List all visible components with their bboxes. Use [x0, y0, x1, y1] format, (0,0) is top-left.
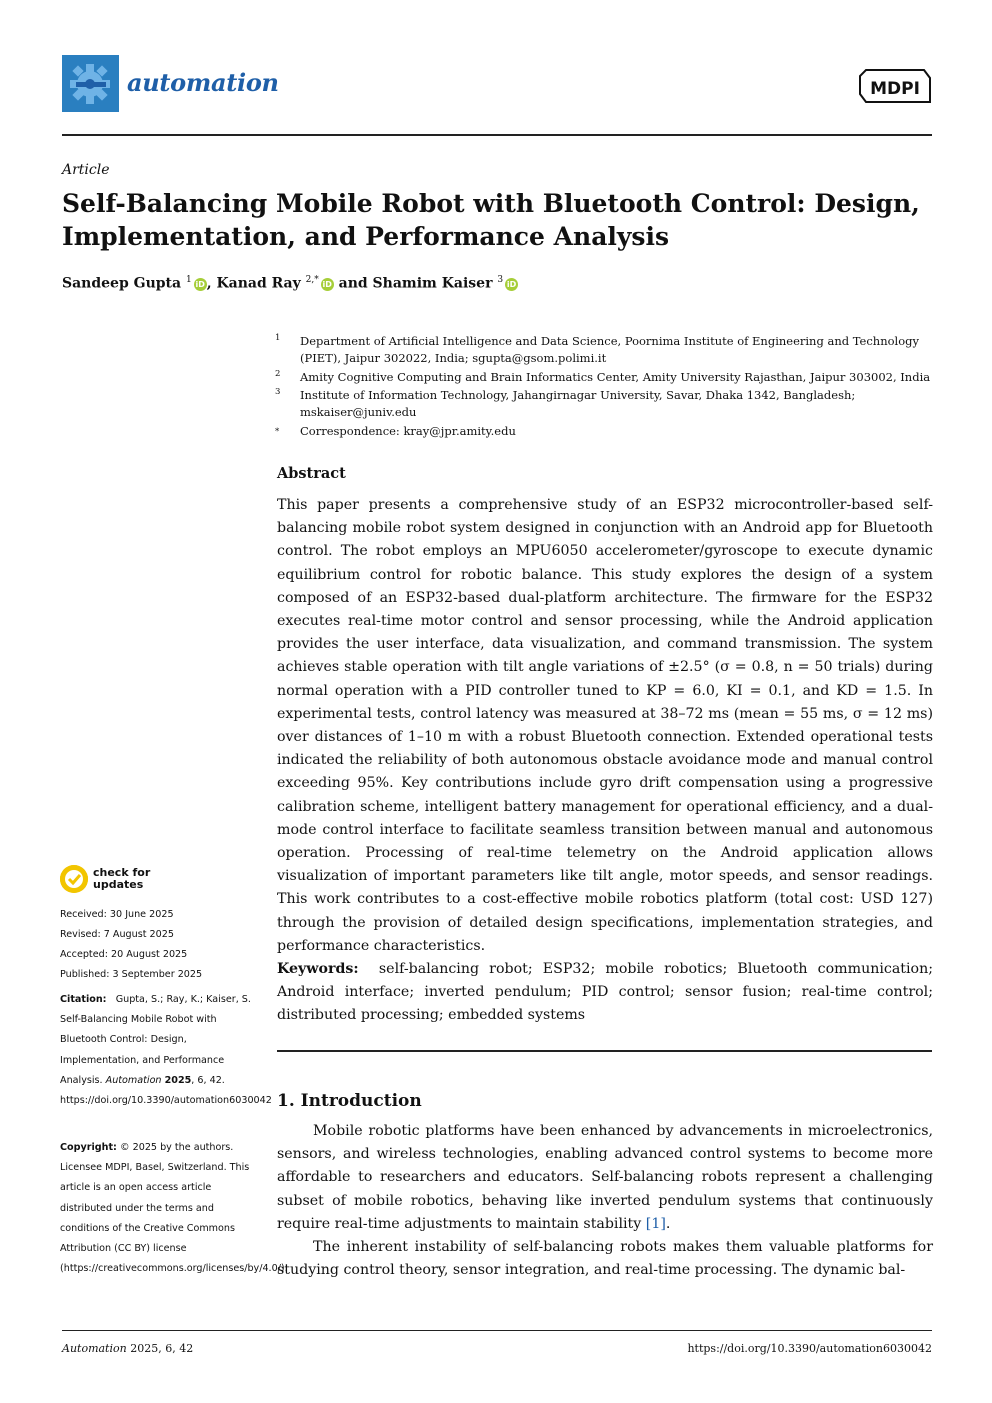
accepted-date: Accepted: 20 August 2025	[60, 949, 188, 960]
author-list	[62, 275, 518, 292]
affiliation-number: 3	[275, 387, 281, 397]
checkmark-icon	[60, 865, 88, 893]
copyright-text: © 2025 by the authors. Licensee MDPI, Basel, Switzerland. This article is an open access article distributed under the terms and conditions of the Creative Commons Attribution (CC BY) license (https://creativecommons.org/licenses/by/4.0/).	[60, 1142, 288, 1275]
citation-label: Citation:	[60, 994, 107, 1005]
gear-icon	[62, 55, 119, 112]
introduction-body	[277, 1120, 933, 1282]
section-heading: 1. Introduction	[277, 1091, 422, 1111]
author-name[interactable]: Shamim Kaiser	[372, 275, 493, 292]
keywords	[277, 958, 933, 1028]
journal-logo	[62, 55, 119, 112]
author-name[interactable]: Sandeep Gupta	[62, 275, 182, 292]
paragraph: The inherent instability of self-balancing robots makes them valuable platforms for studying control theory, sensor integration, and real-time processing. The dynamic bal-	[277, 1239, 933, 1279]
published-date: Published: 3 September 2025	[60, 969, 203, 980]
article-type: Article	[62, 162, 110, 178]
affiliation-number: 2	[275, 369, 281, 379]
correspondence-text[interactable]: Correspondence: kray@jpr.amity.edu	[300, 424, 516, 438]
citation-link[interactable]: [1]	[645, 1215, 666, 1232]
footer-doi-link[interactable]: https://doi.org/10.3390/automation6030042	[687, 1342, 932, 1355]
citation-journal: Automation	[105, 1074, 162, 1086]
publication-dates	[60, 905, 202, 985]
affiliation-text: Amity Cognitive Computing and Brain Informatics Center, Amity University Rajasthan, Jaipur 303002, India	[300, 370, 931, 384]
publisher-logo[interactable]	[858, 66, 932, 106]
check-line-1: check for	[93, 866, 151, 879]
orcid-icon[interactable]: iD	[506, 279, 517, 289]
orcid-icon[interactable]: iD	[195, 279, 205, 289]
affiliation-number: 1	[275, 333, 281, 343]
section-divider	[277, 1050, 932, 1052]
paragraph-end: .	[665, 1215, 671, 1232]
footer-volume: 2025, 6, 42	[130, 1342, 194, 1355]
mdpi-logo-icon	[858, 66, 932, 106]
author-name[interactable]: Kanad Ray	[216, 275, 301, 292]
author-affiliation-mark: 3	[497, 275, 504, 285]
author-affiliation-mark: 2,*	[305, 275, 319, 285]
citation-year: 2025	[164, 1074, 192, 1086]
check-line-2: updates	[93, 878, 144, 891]
orcid-icon[interactable]: iD	[322, 279, 332, 289]
citation-block	[60, 990, 272, 1111]
footer-citation	[62, 1342, 193, 1355]
author-separator: ,	[206, 275, 217, 292]
publisher-name: MDPI	[870, 79, 920, 99]
footer-journal: Automation	[62, 1342, 127, 1355]
copyright-label: Copyright:	[60, 1142, 117, 1153]
citation-text: Gupta, S.; Ray, K.; Kaiser, S. Self-Balancing Mobile Robot with Bluetooth Control: Design, Implementation, and Performance Analysis.	[60, 994, 251, 1086]
footer-divider	[62, 1330, 932, 1331]
citation-doi[interactable]: , 6, 42. https://doi.org/10.3390/automation6030042	[60, 1074, 272, 1107]
check-for-updates-button[interactable]	[93, 867, 150, 891]
author-affiliation-mark: 1	[185, 275, 192, 285]
check-for-updates-icon[interactable]	[60, 865, 88, 893]
journal-name[interactable]: automation	[127, 68, 279, 97]
abstract-text: This paper presents a comprehensive study of an ESP32 microcontroller-based self-balancing mobile robot system designed in conjunction with an Android app for Bluetooth control. The robot employs an MPU6050 accelerometer/gyroscope to execute dynamic equilibrium control for robotic balance. This study explores the design of a system composed of an ESP32-based dual-platform architecture. The firmware for the ESP32 executes real-time motor control and sensor processing, while the Android application provides the user interface, data visualization, and command transmission. The system achieves stable operation with tilt angle variations of ±2.5° (σ = 0.8, n = 50 trials) during normal operation with a PID controller tuned to KP = 6.0, KI = 0.1, and KD = 1.5. In experimental tests, control latency was measured at 38–72 ms (mean = 55 ms, σ = 12 ms) over distances of 1–10 m with a robust Bluetooth connection. Extended operational tests indicated the reliability of both autonomous obstacle avoidance mode and manual control exceeding 95%. Key contributions include gyro drift compensation using a progressive calibration scheme, intelligent battery management for operational efficiency, and a dual-mode control interface to facilitate seamless transition between manual and autonomous operation. Processing of real-time telemetry on the Android application allows visualization of important parameters like tilt angle, motor speeds, and sensor readings. This work contributes to a cost-effective mobile robotics platform (total cost: USD 127) through the provision of detailed design specifications, implementation strategies, and performance characteristics.	[277, 497, 933, 954]
revised-date: Revised: 7 August 2025	[60, 929, 174, 940]
paper-title: Self-Balancing Mobile Robot with Bluetooth Control: Design, Implementation, and Performance Analysis	[62, 189, 920, 251]
affiliation-number: *	[275, 427, 280, 437]
affiliation-text: Institute of Information Technology, Jahangirnagar University, Savar, Dhaka 1342, Bangladesh; mskaiser@juniv.edu	[300, 388, 856, 419]
keywords-label: Keywords:	[277, 961, 359, 977]
received-date: Received: 30 June 2025	[60, 909, 174, 920]
author-separator: and	[333, 275, 373, 292]
keywords-text: self-balancing robot; ESP32; mobile robotics; Bluetooth communication; Android interface; inverted pendulum; PID control; sensor fusion; real-time control; distributed processing; embedded systems	[277, 961, 933, 1024]
affiliation-text: Department of Artificial Intelligence and Data Science, Poornima Institute of Engineering and Technology (PIET), Jaipur 302022, India; sgupta@gsom.polimi.it	[300, 334, 919, 365]
paragraph-text: Mobile robotic platforms have been enhanced by advancements in microelectronics, sensors, and wireless technologies, enabling advanced control systems to become more affordable to researchers and educators. Self-balancing robots represent a challenging subset of mobile robotics, behaving like inverted pendulum systems that continuously require real-time adjustments to maintain stability	[277, 1123, 933, 1232]
copyright-block	[60, 1138, 288, 1279]
abstract-heading: Abstract	[277, 465, 346, 482]
paragraph	[277, 1120, 933, 1236]
header-divider	[62, 134, 932, 136]
